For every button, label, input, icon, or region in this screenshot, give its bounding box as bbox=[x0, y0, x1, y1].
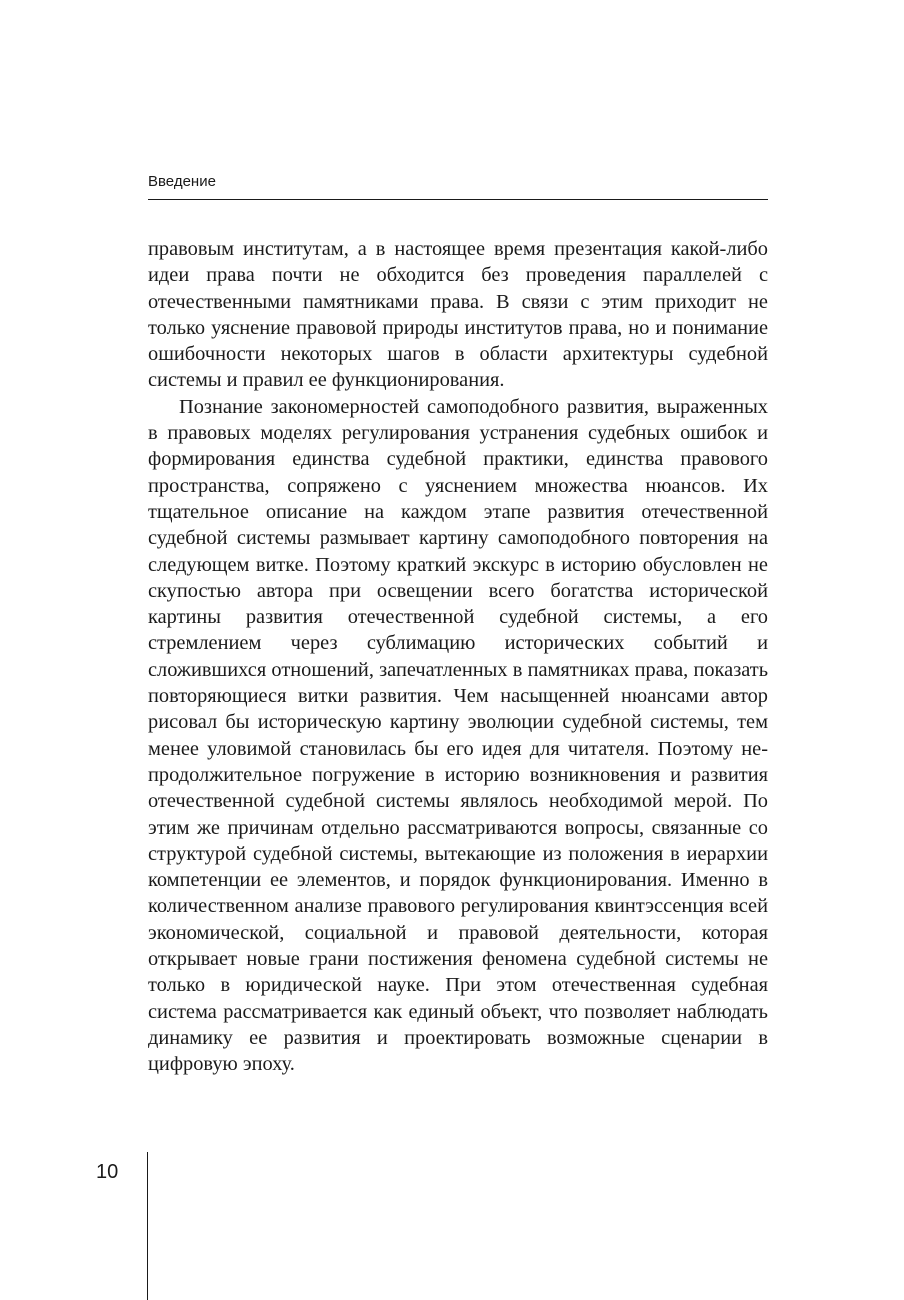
header-rule bbox=[148, 199, 768, 200]
paragraph-2: Познание закономерностей самоподобного развития, выраженных в правовых моделях регулирования устранения судебных ошибок и формирования единства судебной практики, единства правового пространства, сопряжено с уяснением множества нюансов. Их тщательное описание на каждом этапе развития отечественной судебной системы размывает картину самоподобного повторения на следующем витке. Поэтому краткий экскурс в историю обусловлен не скупостью автора при освещении всего богатства исторической картины развития отечественной судебной системы, а его стремлением через сублимацию исторических событий и сложившихся отношений, запечатленных в памятниках права, показать повторяющиеся витки развития. Чем насыщенней нюансами автор рисовал бы историческую картину эволюции судебной системы, тем менее уловимой становилась бы его идея для читателя. Поэтому непродолжительное погружение в историю возникновения и развития отечественной судебной системы являлось необходимой мерой. По этим же причинам отдельно рассматриваются вопросы, связанные со структурой судебной системы, вытекающие из положения в иерархии компетенции ее элементов, и порядок функционирования. Именно в количественном анализе правового регулирования квинтэссенция всей экономической, социальной и правовой деятельности, которая открывает новые грани постижения феномена судебной системы не только в юридической науке. При этом отечественная судебная система рассматривается как единый объект, что позволяет наблюдать динамику ее развития и проектировать возможные сценарии в цифровую эпоху. bbox=[148, 395, 768, 1076]
paragraph-1: правовым институтам, а в настоящее время презентация какой-либо идеи права почти не обходится без проведения параллелей с отечественными памятниками права. В связи с этим приходит не только уяснение правовой природы институтов права, но и понимание ошибочности некоторых шагов в области архитектуры судебной системы и правил ее функционирования. bbox=[148, 238, 768, 392]
folio-rule bbox=[147, 1152, 148, 1300]
body-text bbox=[148, 236, 768, 1078]
page-number: 10 bbox=[96, 1161, 119, 1183]
running-header-title: Введение bbox=[148, 173, 216, 190]
